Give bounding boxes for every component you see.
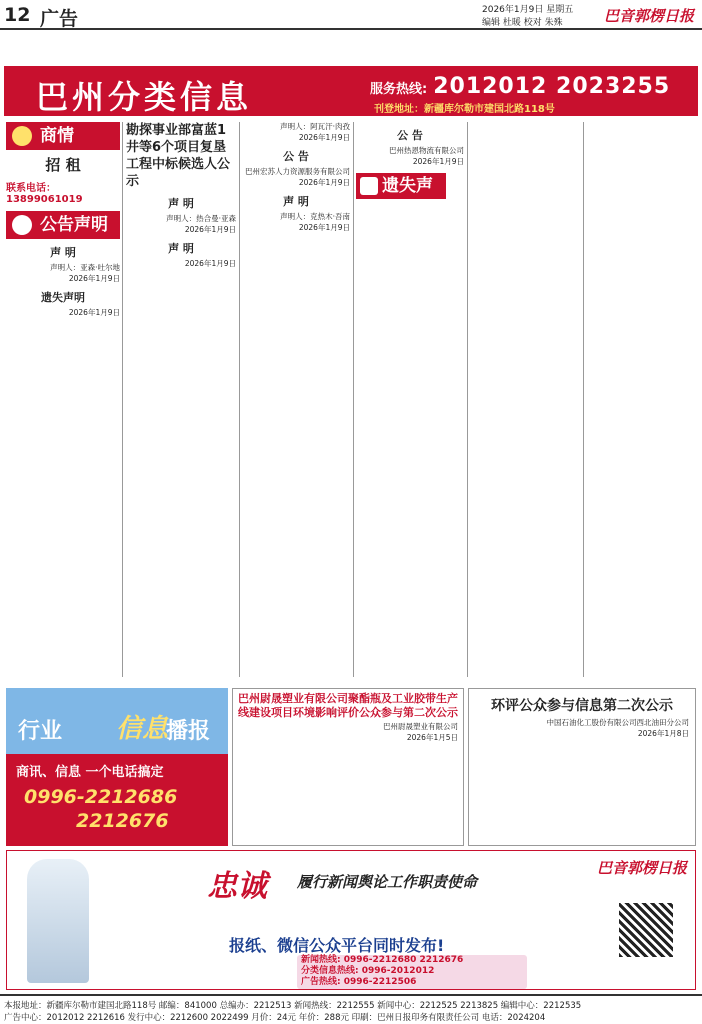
tab-label: 商情 <box>40 126 74 146</box>
tab-label: 遗失声明 <box>382 176 433 222</box>
notice-title: 声 明 <box>50 246 76 259</box>
notice-title: 公 告 <box>283 150 309 163</box>
column-divider <box>239 122 240 677</box>
column-3 <box>242 122 350 677</box>
footer-pricing: 广告中心：2012012 2212616 发行中心：2212600 2022499 月价：24元 年价：288元 印刷：巴州日报印务有限责任公司 电话：2024204 <box>4 1013 546 1023</box>
notice-signature: 声明人：热合曼·亚森 <box>166 214 236 223</box>
column-5 <box>470 122 580 677</box>
eia-signature: 中国石油化工股份有限公司西北油田分公司 <box>546 718 689 727</box>
ad-phone1: 0996-2212686 <box>24 786 178 808</box>
column-2 <box>126 122 236 677</box>
sidebar <box>6 122 120 677</box>
newspaper-promo <box>6 850 696 990</box>
tab-yishi <box>356 173 446 222</box>
ad-line1: 行业 <box>18 719 63 744</box>
tab-label: 公告声明 <box>40 215 108 235</box>
banner-address: 刊登地址：新疆库尔勒市建国北路118号 <box>374 104 555 115</box>
column-6 <box>586 122 696 677</box>
handshake-icon <box>12 126 32 146</box>
promo-sync-headline: 报纸、微信公众平台同时发布! <box>229 936 445 955</box>
ad-tagline: 商讯、信息 一个电话搞定 <box>16 765 164 780</box>
ad-line2: 信息 <box>116 714 169 744</box>
notice-date: 2026年1月9日 <box>184 224 236 234</box>
notice-date: 2026年1月9日 <box>298 222 350 232</box>
eia-title: 环评公众参与信息第二次公示 <box>491 698 673 714</box>
issue-date: 2026年1月9日 星期五 <box>482 5 574 15</box>
ad-phone2: 2212676 <box>76 810 169 832</box>
notice-date: 2026年1月9日 <box>184 259 236 268</box>
eia-title: 巴州尉晟塑业有限公司聚酯瓶及工业胶带生产线建设项目环境影响评价公众参与第二次公示 <box>238 692 458 719</box>
section-banner <box>4 66 698 116</box>
eia-signature: 巴州尉晟塑业有限公司 <box>383 722 458 731</box>
eia-date: 2026年1月5日 <box>406 732 458 742</box>
tab-shangqing <box>6 122 120 150</box>
hotline-numbers: 2012012 2023255 <box>433 74 671 99</box>
notice-title: 声 明 <box>168 197 194 210</box>
notice-title: 公 告 <box>397 129 423 142</box>
notice-title: 声 明 <box>168 242 194 255</box>
notice-signature: 巴州宏苏人力资源服务有限公司 <box>245 167 350 176</box>
bid-notice-headline: 勘探事业部富蓝1井等6个项目复垦工程中标候选人公示 <box>126 123 231 189</box>
page-header <box>0 0 702 30</box>
page-number: 12 <box>4 4 31 26</box>
notice-signature: 声明人：阿瓦汗·肉孜 <box>280 122 350 131</box>
column-divider <box>467 122 468 677</box>
zhaozu-phone: 联系电话：13899061019 <box>6 183 83 205</box>
hotline-label: 服务热线: <box>370 82 428 97</box>
notice-date: 2026年1月9日 <box>68 308 120 317</box>
promo-phone-box <box>297 955 527 989</box>
notice-date: 2026年1月9日 <box>412 156 464 166</box>
column-divider <box>583 122 584 677</box>
column-divider <box>122 122 123 677</box>
column-4 <box>356 122 464 677</box>
ad-line3: 播报 <box>166 719 211 744</box>
newspaper-logo: 巴音郭楞日报 <box>604 7 695 25</box>
megaphone-icon <box>12 215 32 235</box>
page-name: 广告 <box>40 8 79 30</box>
document-icon <box>360 177 378 195</box>
notice-date: 2026年1月9日 <box>298 177 350 187</box>
notice-signature: 声明人：亚森·吐尔地 <box>50 263 120 272</box>
ad-hotline: 广告热线: 0996-2212506 <box>301 977 417 987</box>
notice-date: 2026年1月9日 <box>68 273 120 283</box>
hotline <box>370 74 670 99</box>
classified-hotline: 分类信息热线: 0996-2012012 <box>301 966 435 976</box>
editors: 编辑 杜暖 校对 朱殊 <box>482 18 563 28</box>
promo-slogan: 履行新闻舆论工作职责使命 <box>297 873 478 891</box>
notice-title: 声 明 <box>283 195 309 208</box>
bottle-image <box>27 859 89 983</box>
zhaozu-title: 招 租 <box>45 156 81 174</box>
footer-contacts: 本报地址：新疆库尔勒市建国北路118号 邮编：841000 总编办：2212513 新闻热线：2212555 新闻中心：2212525 2213825 编辑中心：2212535 <box>4 1001 582 1011</box>
qr-code <box>619 903 673 957</box>
column-divider <box>353 122 354 677</box>
notice-signature: 巴州热恩物流有限公司 <box>389 146 464 155</box>
notice-date: 2026年1月9日 <box>298 132 350 142</box>
industry-info-ad <box>6 688 228 846</box>
eia-notice-2 <box>468 688 696 846</box>
notice-title: 遗失声明 <box>41 291 85 304</box>
promo-logo: 巴音郭楞日报 <box>597 859 688 877</box>
eia-date: 2026年1月8日 <box>637 728 689 738</box>
promo-headline: 忠诚 <box>207 869 267 904</box>
page-footer <box>0 994 702 1024</box>
section-title: 巴州分类信息 <box>36 78 253 116</box>
tab-gonggao <box>6 211 120 239</box>
eia-notice-1 <box>232 688 464 846</box>
news-hotline: 新闻热线: 0996-2212680 2212676 <box>301 955 464 965</box>
notice-signature: 声明人：克热木·吾南 <box>280 212 350 221</box>
